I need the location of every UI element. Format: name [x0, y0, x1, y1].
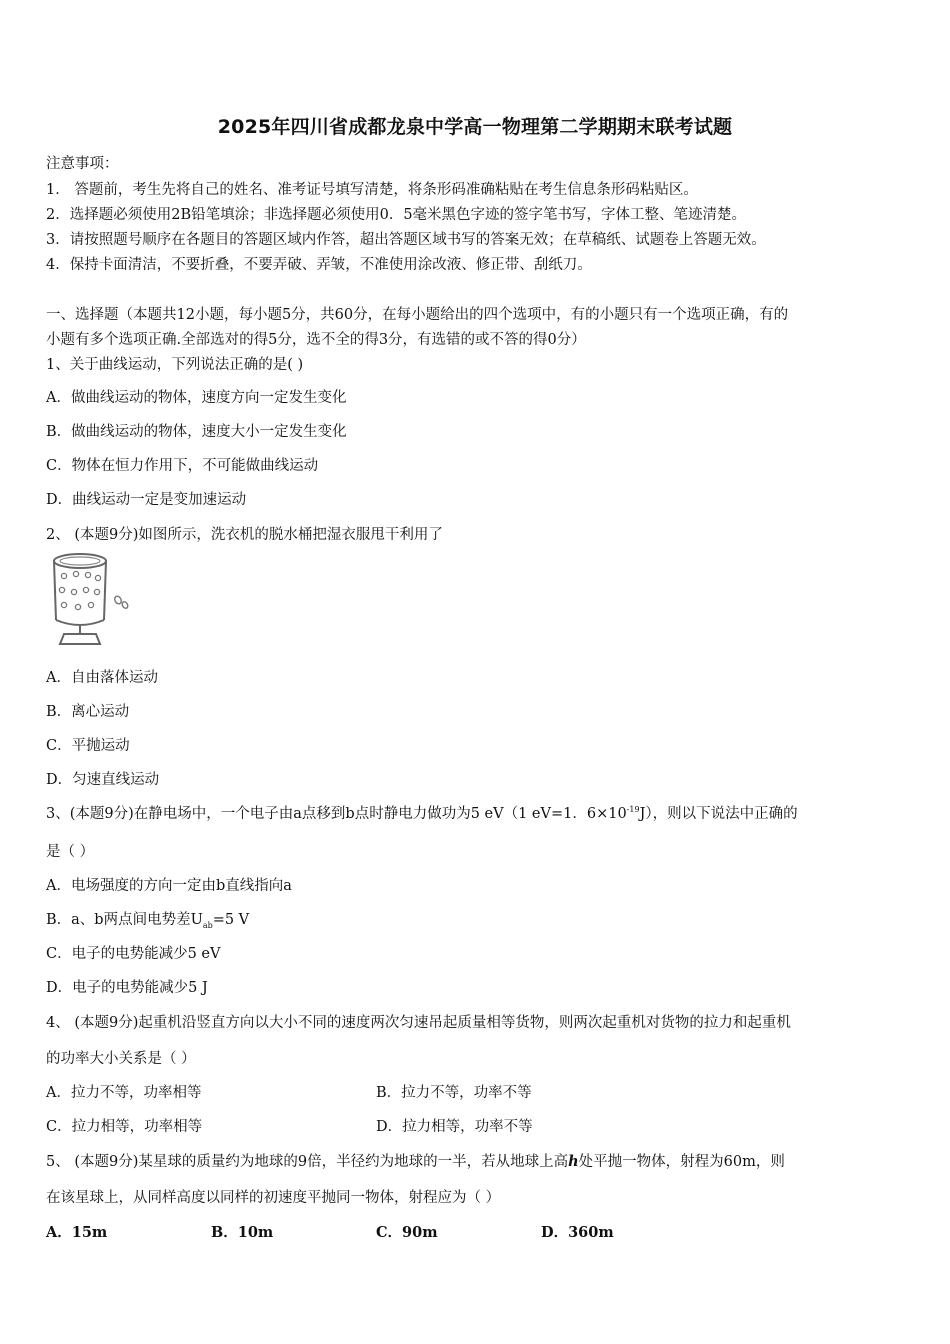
- question-4-stem-line2: 的功率大小关系是（ ）: [46, 1051, 196, 1067]
- question-1-option-c: C．物体在恒力作用下，不可能做曲线运动: [46, 458, 319, 474]
- notice-item: 4．保持卡面清洁，不要折叠，不要弄破、弄皱，不准使用涂改液、修正带、刮纸刀。: [46, 257, 592, 273]
- question-5-stem: [46, 1150, 785, 1171]
- question-4-option-b: B．拉力不等，功率不等: [376, 1085, 532, 1101]
- question-1-option-b: B．做曲线运动的物体，速度大小一定发生变化: [46, 424, 347, 440]
- question-3-stem-line2: 是（ ）: [46, 844, 95, 860]
- question-5-stem-text-a: 5、 (本题9分)某星球的质量约为地球的9倍，半径约为地球的一半，若从地球上高: [46, 1154, 569, 1170]
- notice-item: 1． 答题前，考生先将自己的姓名、准考证号填写清楚，将条形码准确粘贴在考生信息条形码粘贴区。: [46, 182, 698, 198]
- washing-machine-drum-figure: [44, 550, 136, 648]
- question-5-option-a: A．15m: [46, 1224, 108, 1241]
- notice-item: 2．选择题必须使用2B铅笔填涂；非选择题必须使用0．5毫米黑色字迹的签字笔书写，字体工整、笔迹清楚。: [46, 207, 747, 223]
- question-5-stem-line2: 在该星球上，从同样高度以同样的初速度平抛同一物体，射程应为（ ）: [46, 1190, 501, 1206]
- question-5-option-b: B．10m: [211, 1224, 274, 1241]
- question-1-option-a: A．做曲线运动的物体，速度方向一定发生变化: [46, 390, 347, 406]
- question-2-stem: 2、 (本题9分)如图所示，洗衣机的脱水桶把湿衣服甩干利用了: [46, 527, 443, 543]
- question-2-option-a: A．自由落体运动: [46, 670, 158, 686]
- question-3-option-b: [46, 908, 249, 930]
- question-3-stem-text-b: J），则以下说法中正确的: [639, 806, 798, 822]
- question-5-height-symbol: h: [568, 1153, 579, 1170]
- notice-heading: 注意事项：: [46, 156, 119, 172]
- question-3-stem-text-a: 3、(本题9分)在静电场中，一个电子由a点移到b点时静电力做功为5 eV（1 eV=1．6×10: [46, 806, 627, 822]
- question-5-option-d: D．360m: [541, 1224, 614, 1241]
- question-3-option-c: C．电子的电势能减少5 eV: [46, 946, 221, 962]
- page-title: 2025年四川省成都龙泉中学高一物理第二学期期末联考试题: [217, 116, 733, 138]
- question-3-option-a: A．电场强度的方向一定由b直线指向a: [46, 878, 292, 894]
- question-1-stem: 1、关于曲线运动，下列说法正确的是( ): [46, 357, 304, 373]
- question-2-option-d: D．匀速直线运动: [46, 772, 160, 788]
- question-1-option-d: D．曲线运动一定是变加速运动: [46, 492, 247, 508]
- question-4-option-c: C．拉力相等，功率相等: [46, 1119, 203, 1135]
- section-intro-line1: 一、选择题（本题共12小题，每小题5分，共60分，在每小题给出的四个选项中，有的小题只有一个选项正确，有的: [46, 307, 789, 323]
- question-4-stem: 4、 (本题9分)起重机沿竖直方向以大小不同的速度两次匀速吊起质量相等货物，则两次起重机对货物的拉力和起重机: [46, 1015, 791, 1031]
- question-4-option-d: D．拉力相等，功率不等: [376, 1119, 533, 1135]
- section-intro-line2: 小题有多个选项正确.全部选对的得5分，选不全的得3分，有选错的或不答的得0分）: [46, 332, 586, 348]
- question-2-option-c: C．平抛运动: [46, 738, 130, 754]
- question-3-stem: [46, 802, 798, 823]
- question-3-exponent: -19: [626, 805, 640, 815]
- notice-item: 3．请按照题号顺序在各题目的答题区域内作答，超出答题区域书写的答案无效；在草稿纸、试题卷上答题无效。: [46, 232, 766, 248]
- question-3-option-b-text: B．a、b两点间电势差U: [46, 912, 203, 928]
- question-2-option-b: B．离心运动: [46, 704, 130, 720]
- question-4-option-a: A．拉力不等，功率相等: [46, 1085, 202, 1101]
- question-3-option-d: D．电子的电势能减少5 J: [46, 980, 208, 996]
- question-3-option-b-value: =5 V: [212, 912, 250, 928]
- question-5-stem-text-b: 处平抛一物体，射程为60m，则: [578, 1154, 785, 1170]
- question-3-subscript: ab: [202, 920, 213, 930]
- question-5-option-c: C．90m: [376, 1224, 438, 1241]
